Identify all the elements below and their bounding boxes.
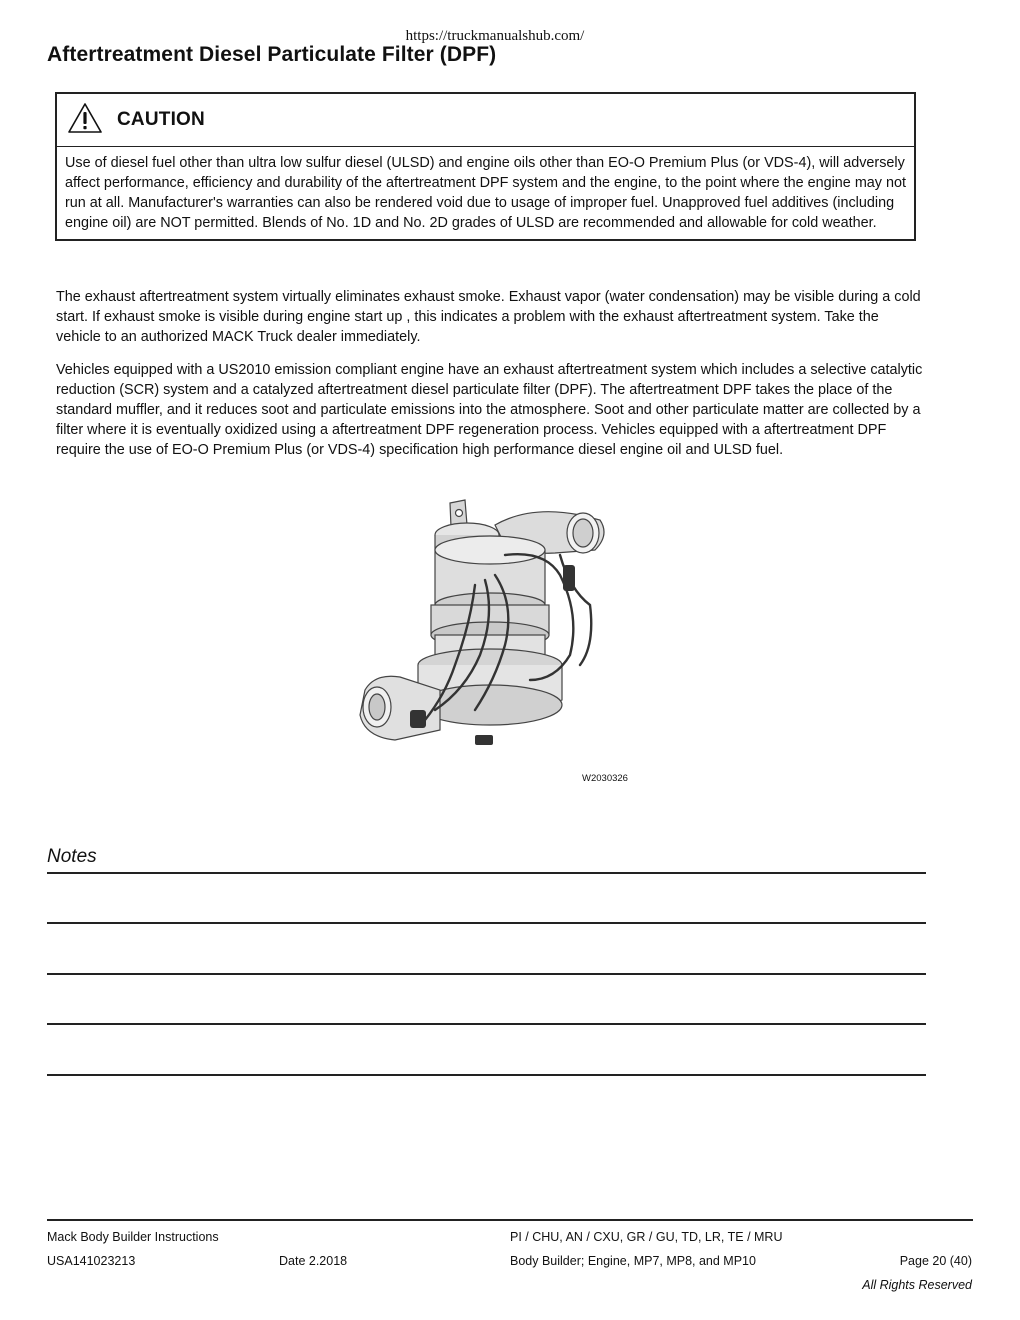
body-paragraph-2: Vehicles equipped with a US2010 emission compliant engine have an exhaust aftertreatment system which includes a selective catalytic reduction (SCR) system and a catalyzed aftertreatment diesel particulate filter (DPF). The aftertreatment DPF takes the place of the standard muffler, and it reduces soot and particulate emissions into the atmosphere. Soot and other particulate matter are collected by a filter where it is eventually oxidized using a aftertreatment DPF regeneration process. Vehicles equipped with a aftertreatment DPF require the use of EO-O Premium Plus (or VDS-4) specification high performance diesel engine oil and ULSD fuel. <box>56 362 923 458</box>
note-line <box>47 872 926 874</box>
warning-triangle-icon <box>67 102 103 139</box>
footer-rights: All Rights Reserved <box>862 1278 972 1292</box>
notes-title: Notes <box>47 846 97 867</box>
footer-page: Page 20 (40) <box>899 1254 972 1268</box>
caution-header <box>57 94 914 147</box>
dpf-illustration <box>355 495 615 760</box>
note-line <box>47 1074 926 1076</box>
caution-text: Use of diesel fuel other than ultra low sulfur diesel (ULSD) and engine oils other than EO-O Premium Plus (or VDS-4), will adversely affect performance, efficiency and durability of the aftertreatment DPF system and the engine, to the point where the engine may not run at all. Manufacturer's warranties can also be rendered void due to usage of improper fuel. Unapproved fuel additives (including engine oil) are NOT permitted. Blends of No. 1D and No. 2D grades of ULSD are recommended and allowable for cold weather. <box>65 155 907 231</box>
caution-box <box>55 92 916 241</box>
source-url: https://truckmanualshub.com/ <box>405 28 585 44</box>
footer-models: PI / CHU, AN / CXU, GR / GU, TD, LR, TE / MRU <box>510 1230 783 1244</box>
footer-date: Date 2.2018 <box>279 1254 348 1268</box>
footer-doc-number: USA141023213 <box>47 1254 136 1268</box>
note-line <box>47 973 926 975</box>
figure-code: W2030326 <box>582 773 628 784</box>
footer-doc-title: Mack Body Builder Instructions <box>47 1230 219 1244</box>
note-line <box>47 1023 926 1025</box>
caution-label: CAUTION <box>117 109 205 130</box>
body-paragraph-1: The exhaust aftertreatment system virtually eliminates exhaust smoke. Exhaust vapor (water condensation) may be visible during a cold start. If exhaust smoke is visible during engine start up , this indicates a problem with the exhaust aftertreatment system. Take the vehicle to an authorized MACK Truck dealer immediately. <box>56 289 921 345</box>
note-line <box>47 922 926 924</box>
footer-subject: Body Builder; Engine, MP7, MP8, and MP10 <box>510 1254 756 1268</box>
footer-rule <box>47 1219 973 1221</box>
page-title: Aftertreatment Diesel Particulate Filter (DPF) <box>47 43 497 66</box>
